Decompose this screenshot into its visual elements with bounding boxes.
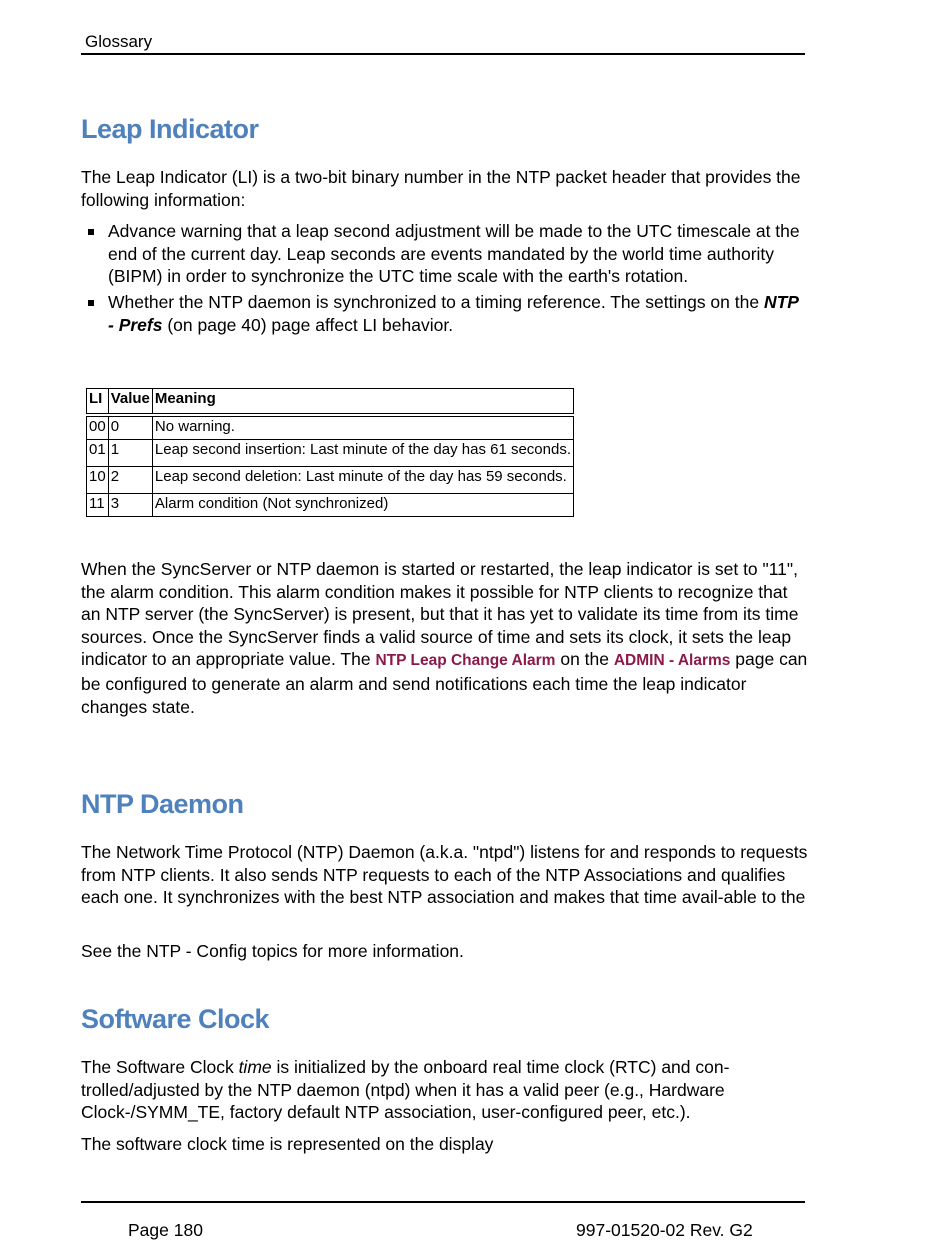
software-clock-heading: Software Clock	[81, 1004, 270, 1034]
leap-indicator-intro: The Leap Indicator (LI) is a two-bit binary number in the NTP packet header that provides the following information:	[81, 167, 801, 210]
header-divider	[81, 53, 805, 55]
software-clock-display-note: The software clock time is represented on the display	[81, 1134, 494, 1154]
paragraph-text: is initialized by the onboard real time clock (RTC) and con-trolled/adjusted by the NTP daemon (ntpd) when it has a valid peer (e.g., Hardware Clock-/SYMM_TE, factory default NTP association, user-configured peer, etc.).	[81, 1057, 730, 1123]
table-cell: 11	[87, 494, 109, 517]
admin-alarms-link[interactable]: ADMIN - Alarms	[613, 652, 731, 670]
table-row	[87, 467, 574, 494]
leap-indicator-description	[81, 558, 809, 718]
table-cell: 01	[87, 440, 109, 467]
bullet-text: Whether the NTP daemon is synchronized to a timing reference. The settings on the	[108, 292, 764, 312]
page-number: Page 180	[128, 1220, 203, 1240]
table-cell: 0	[108, 415, 152, 440]
paragraph-text: When the SyncServer or NTP daemon is started or restarted, the leap indicator is set to "11", the alarm condition. This alarm condition makes it possible for NTP clients to recognize that an NTP server (the SyncServer) is present, but that it has yet to validate its time from its time sources. Once the SyncServer finds a valid source of time and sets its clock, it sets the leap indicator to an appropriate value. The	[81, 559, 799, 670]
software-clock-paragraph	[81, 1056, 809, 1124]
table-cell: 3	[108, 494, 152, 517]
column-header-meaning: Meaning	[152, 389, 573, 416]
bullet-item: Advance warning that a leap second adjustment will be made to the UTC timescale at the end of the current day. Leap seconds are events mandated by the world time authority (BIPM) in order to synchronize the UTC time scale with the earth's rotation.	[108, 221, 800, 287]
table-row	[87, 494, 574, 517]
ntp-daemon-see-also: See the NTP - Config topics for more information.	[81, 941, 464, 961]
table-row	[87, 415, 574, 440]
bullet-icon	[88, 229, 94, 235]
running-header: Glossary	[85, 32, 153, 51]
table-row	[87, 440, 574, 467]
emphasis-text: time	[238, 1057, 272, 1077]
bullet-item	[108, 291, 808, 336]
column-header-li: LI	[87, 389, 109, 416]
ntp-prefs-link[interactable]: NTP - Prefs	[108, 292, 799, 335]
paragraph-text: The Software Clock	[81, 1057, 239, 1077]
table-cell: Leap second deletion: Last minute of the day has 59 seconds.	[152, 467, 573, 494]
footer-divider	[81, 1201, 805, 1203]
bullet-icon	[88, 300, 94, 306]
ntp-daemon-paragraph: The Network Time Protocol (NTP) Daemon (a.k.a. "ntpd") listens for and responds to requests from NTP clients. It also sends NTP requests to each of the NTP Associations and qualifies each one. It synchronizes with the best NTP association and makes that time avail-able to the	[81, 842, 808, 908]
column-header-value: Value	[108, 389, 152, 416]
paragraph-text: page can be configured to generate an alarm and send notifications each time the leap indicator changes state.	[81, 649, 808, 717]
paragraph-text: on the	[555, 649, 614, 670]
table-cell: No warning.	[152, 415, 573, 440]
table-cell: 2	[108, 467, 152, 494]
ntp-daemon-heading: NTP Daemon	[81, 789, 244, 819]
leap-indicator-heading: Leap Indicator	[81, 114, 259, 144]
document-revision: 997-01520-02 Rev. G2	[576, 1220, 753, 1240]
ntp-leap-change-alarm-link[interactable]: NTP Leap Change Alarm	[375, 652, 556, 670]
table-header-row	[87, 389, 574, 416]
table-cell: 10	[87, 467, 109, 494]
bullet-text: (on page 40) page affect LI behavior.	[162, 314, 454, 335]
leap-indicator-table	[86, 388, 574, 517]
table-cell: 00	[87, 415, 109, 440]
table-cell: Alarm condition (Not synchronized)	[152, 494, 573, 517]
table-cell: Leap second insertion: Last minute of the day has 61 seconds.	[152, 440, 573, 467]
table-cell: 1	[108, 440, 152, 467]
